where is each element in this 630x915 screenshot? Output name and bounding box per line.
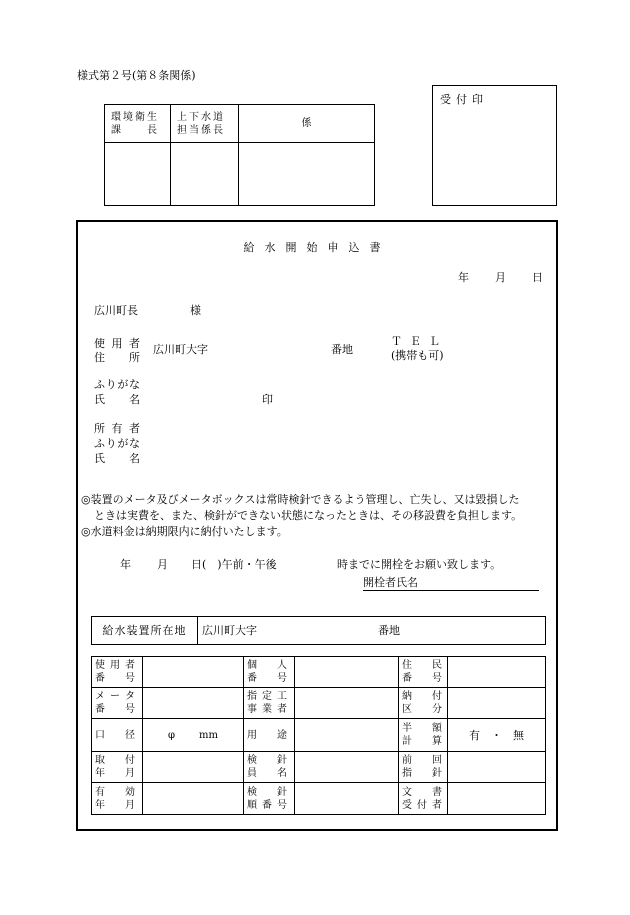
approval-stamp-env[interactable]: [105, 143, 171, 206]
details-grid: [91, 656, 546, 815]
opening-day-ampm: 日( )午前・午後: [191, 558, 277, 571]
grid-r2-b-label: 指定工 事業者: [244, 688, 295, 719]
approval-col-water: 上下水道 担当係長: [171, 105, 239, 143]
grid-r2-a-label: メータ 番 号: [92, 688, 143, 719]
form-title: 給水開始申込書: [243, 241, 391, 254]
grid-r5-c-value[interactable]: [448, 783, 546, 815]
grid-r3-b-label: 用 途: [244, 719, 295, 752]
location-label: 給水装置所在地: [92, 617, 198, 645]
grid-r3-c-label: 半 額 計 算: [399, 719, 448, 752]
tel-note: (携帯も可): [391, 349, 444, 362]
approval-stamp-staff[interactable]: [239, 143, 375, 206]
approval-table: [104, 104, 375, 206]
grid-r5-b-value[interactable]: [295, 783, 399, 815]
phi-symbol: φ: [168, 729, 176, 741]
tel-label: ＴＥＬ: [391, 335, 448, 348]
grid-r5-c-label: 文 書 受付者: [399, 783, 448, 815]
grid-r3-a-label: 口 径: [92, 719, 143, 752]
location-value[interactable]: 広川町大字 番地: [198, 617, 546, 645]
user-label-2: 住 所: [94, 351, 140, 364]
furigana-label: ふりがな: [94, 378, 140, 391]
owner-label: 所有者: [94, 422, 140, 435]
date-day: 日: [532, 271, 543, 284]
grid-r4-c-label: 前 回 指 針: [399, 752, 448, 783]
address-suffix: 番地: [331, 343, 353, 356]
grid-r3-c-value[interactable]: 有 ・ 無: [448, 719, 546, 752]
application-form: [76, 220, 558, 831]
grid-r5-a-label: 有 効 年 月: [92, 783, 143, 815]
grid-r1-a-value[interactable]: [143, 657, 244, 688]
grid-r1-b-value[interactable]: [295, 657, 399, 688]
address-prefix: 広川町大字: [153, 343, 208, 356]
grid-r2-c-value[interactable]: [448, 688, 546, 719]
grid-r2-c-label: 納 付 区 分: [399, 688, 448, 719]
owner-furigana-label: ふりがな: [94, 437, 140, 450]
grid-r4-a-label: 取 付 年 月: [92, 752, 143, 783]
owner-name-label: 氏 名: [94, 452, 140, 465]
seal-mark: 印: [262, 393, 273, 406]
approval-col-env: 環境衛生 課 長: [105, 105, 171, 143]
grid-r1-b-label: 個 人 番 号: [244, 657, 295, 688]
grid-r4-c-value[interactable]: [448, 752, 546, 783]
date-year: 年: [458, 271, 469, 284]
grid-r2-a-value[interactable]: [143, 688, 244, 719]
signer-line[interactable]: 開栓者氏名: [363, 577, 539, 591]
note-2: ◎水道料金は納期限内に納付いたします。: [81, 525, 288, 538]
grid-r5-b-label: 検 針 順番号: [244, 783, 295, 815]
grid-r2-b-value[interactable]: [295, 688, 399, 719]
grid-r4-b-value[interactable]: [295, 752, 399, 783]
opening-month: 月: [157, 558, 168, 571]
grid-r4-a-value[interactable]: [143, 752, 244, 783]
mm-unit: mm: [199, 729, 218, 741]
grid-r1-c-label: 住 民 番 号: [399, 657, 448, 688]
grid-r3-b-value[interactable]: [295, 719, 399, 752]
name-label: 氏 名: [94, 393, 140, 406]
receipt-stamp-label: 受付印: [440, 93, 488, 106]
grid-r3-a-value[interactable]: [143, 719, 244, 752]
grid-r5-a-value[interactable]: [143, 783, 244, 815]
form-number: 様式第２号(第８条関係): [77, 69, 196, 82]
user-label-1: 使用者: [94, 337, 140, 350]
addressee-honorific: 様: [190, 304, 201, 317]
grid-r1-c-value[interactable]: [448, 657, 546, 688]
approval-col-staff: 係: [239, 105, 375, 143]
location-table: [91, 616, 546, 645]
grid-r4-b-label: 検 針 員 名: [244, 752, 295, 783]
grid-r1-a-label: 使用者 番 号: [92, 657, 143, 688]
note-1-line-1: ◎装置のメータ及びメータボックスは常時検針できるよう管理し、亡失し、又は毀損した: [81, 493, 520, 506]
opening-year: 年: [120, 558, 131, 571]
addressee-name: 広川町長: [94, 304, 138, 317]
approval-stamp-water[interactable]: [171, 143, 239, 206]
date-month: 月: [495, 271, 506, 284]
receipt-stamp-box[interactable]: [432, 85, 557, 206]
note-1-line-2: ときは実費を、また、検針ができない状態になったときは、その移設費を負担します。: [94, 509, 523, 522]
opening-text: 時までに開栓をお願い致します。: [337, 558, 502, 571]
